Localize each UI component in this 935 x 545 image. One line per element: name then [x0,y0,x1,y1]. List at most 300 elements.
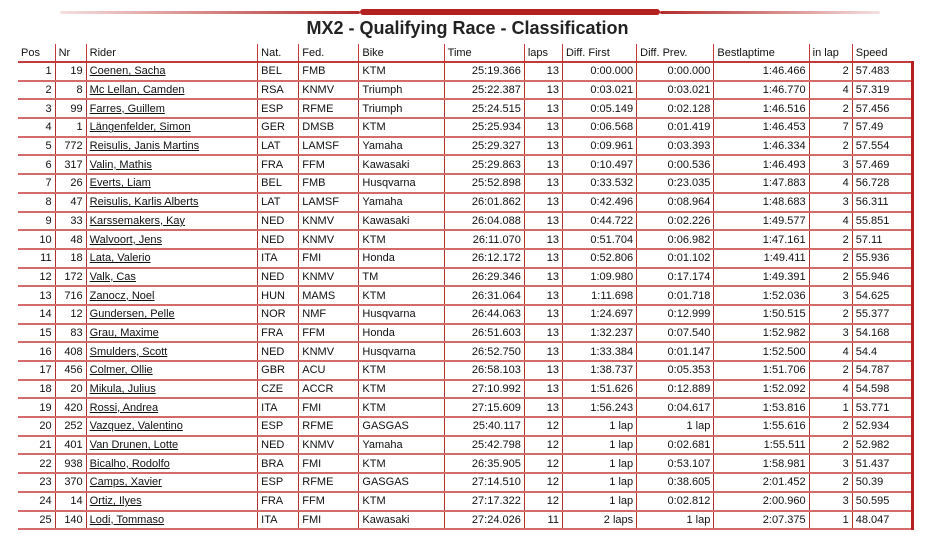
table-row [18,380,913,399]
column-header-fed[interactable]: Fed. [299,44,359,62]
cell-speed: 50.39 [852,473,912,492]
cell-nat: BEL [258,62,299,81]
cell-time: 26:04.088 [444,212,524,231]
cell-fed: KNMV [299,436,359,455]
cell-speed: 54.625 [852,286,912,305]
table-row [18,174,913,193]
cell-rider[interactable]: Mc Lellan, Camden [86,81,257,100]
cell-in-lap: 4 [809,81,852,100]
cell-pos: 5 [18,137,55,156]
cell-laps: 13 [524,380,562,399]
table-row [18,492,913,511]
cell-diff-first: 0:52.806 [562,249,636,268]
cell-time: 27:17.322 [444,492,524,511]
cell-rider[interactable]: Mikula, Julius [86,380,257,399]
cell-nat: NED [258,268,299,287]
cell-diff-first: 1:38.737 [562,361,636,380]
cell-pos: 20 [18,417,55,436]
cell-fed: DMSB [299,118,359,137]
cell-speed: 54.598 [852,380,912,399]
cell-in-lap: 4 [809,380,852,399]
cell-speed: 50.595 [852,492,912,511]
cell-in-lap: 3 [809,286,852,305]
cell-bike: KTM [359,380,444,399]
cell-fed: LAMSF [299,193,359,212]
cell-laps: 12 [524,473,562,492]
table-row [18,473,913,492]
cell-bike: Yamaha [359,193,444,212]
cell-diff-first: 0:33.532 [562,174,636,193]
cell-fed: FMB [299,62,359,81]
cell-bestlaptime: 1:52.500 [714,342,809,361]
cell-bestlaptime: 1:46.516 [714,99,809,118]
cell-nat: HUN [258,286,299,305]
cell-in-lap: 3 [809,492,852,511]
cell-diff-prev: 1 lap [637,417,714,436]
cell-nr: 83 [55,324,86,343]
cell-time: 27:10.992 [444,380,524,399]
cell-pos: 2 [18,81,55,100]
cell-rider[interactable]: Rossi, Andrea [86,398,257,417]
column-header-diff-prev[interactable]: Diff. Prev. [637,44,714,62]
cell-laps: 13 [524,212,562,231]
cell-nat: LAT [258,193,299,212]
cell-in-lap: 3 [809,324,852,343]
cell-in-lap: 2 [809,436,852,455]
cell-laps: 12 [524,454,562,473]
table-row [18,81,913,100]
cell-nr: 1 [55,118,86,137]
cell-bike: TM [359,268,444,287]
cell-nat: FRA [258,155,299,174]
header-decoration-bar [60,9,880,15]
cell-speed: 57.456 [852,99,912,118]
cell-fed: FMI [299,398,359,417]
cell-pos: 7 [18,174,55,193]
cell-pos: 1 [18,62,55,81]
column-header-rider[interactable]: Rider [86,44,257,62]
cell-pos: 3 [18,99,55,118]
cell-speed: 55.377 [852,305,912,324]
cell-in-lap: 1 [809,511,852,530]
cell-bike: GASGAS [359,473,444,492]
cell-diff-prev: 0:01.147 [637,342,714,361]
cell-nr: 20 [55,380,86,399]
cell-nr: 48 [55,230,86,249]
cell-nat: ESP [258,417,299,436]
cell-time: 25:42.798 [444,436,524,455]
cell-nat: NED [258,342,299,361]
cell-rider[interactable]: Walvoort, Jens [86,230,257,249]
cell-time: 25:22.387 [444,81,524,100]
cell-nr: 408 [55,342,86,361]
cell-in-lap: 2 [809,62,852,81]
cell-diff-prev: 0:00.536 [637,155,714,174]
table-row [18,305,913,324]
cell-rider[interactable]: Valin, Mathis [86,155,257,174]
cell-diff-prev: 0:04.617 [637,398,714,417]
table-row [18,286,913,305]
cell-nr: 252 [55,417,86,436]
cell-rider[interactable]: Gundersen, Pelle [86,305,257,324]
cell-bike: Husqvarna [359,305,444,324]
cell-nat: ESP [258,473,299,492]
table-row [18,155,913,174]
table-row [18,511,913,530]
cell-time: 27:14.510 [444,473,524,492]
cell-nr: 456 [55,361,86,380]
cell-laps: 13 [524,118,562,137]
cell-in-lap: 3 [809,454,852,473]
cell-fed: FFM [299,492,359,511]
cell-diff-first: 0:44.722 [562,212,636,231]
cell-diff-first: 1:11.698 [562,286,636,305]
cell-diff-prev: 1 lap [637,511,714,530]
cell-rider[interactable]: Farres, Guillem [86,99,257,118]
cell-fed: KNMV [299,342,359,361]
column-header-nat[interactable]: Nat. [258,44,299,62]
cell-diff-prev: 0:17.174 [637,268,714,287]
table-row [18,361,913,380]
cell-rider[interactable]: Vazquez, Valentino [86,417,257,436]
cell-in-lap: 2 [809,137,852,156]
cell-diff-first: 2 laps [562,511,636,530]
cell-nr: 772 [55,137,86,156]
cell-diff-prev: 0:53.107 [637,454,714,473]
cell-time: 26:58.103 [444,361,524,380]
cell-laps: 12 [524,417,562,436]
cell-in-lap: 3 [809,193,852,212]
cell-pos: 15 [18,324,55,343]
cell-time: 26:44.063 [444,305,524,324]
cell-nat: LAT [258,137,299,156]
cell-laps: 13 [524,361,562,380]
cell-rider[interactable]: Everts, Liam [86,174,257,193]
cell-laps: 13 [524,342,562,361]
cell-bike: Husqvarna [359,342,444,361]
cell-laps: 13 [524,155,562,174]
cell-pos: 6 [18,155,55,174]
table-row [18,212,913,231]
cell-diff-prev: 0:38.605 [637,473,714,492]
cell-bike: KTM [359,118,444,137]
cell-fed: NMF [299,305,359,324]
cell-time: 26:11.070 [444,230,524,249]
cell-laps: 13 [524,268,562,287]
cell-in-lap: 2 [809,249,852,268]
cell-diff-first: 1 lap [562,492,636,511]
column-header-laps[interactable]: laps [524,44,562,62]
cell-fed: ACCR [299,380,359,399]
cell-bike: KTM [359,286,444,305]
cell-diff-prev: 0:01.102 [637,249,714,268]
cell-bike: Husqvarna [359,174,444,193]
cell-speed: 56.728 [852,174,912,193]
cell-nat: NOR [258,305,299,324]
cell-nr: 172 [55,268,86,287]
column-header-bike[interactable]: Bike [359,44,444,62]
cell-bestlaptime: 1:46.493 [714,155,809,174]
cell-rider[interactable]: Karssemakers, Kay [86,212,257,231]
cell-pos: 19 [18,398,55,417]
cell-diff-prev: 0:01.419 [637,118,714,137]
cell-rider[interactable]: Van Drunen, Lotte [86,436,257,455]
cell-bike: Yamaha [359,137,444,156]
cell-pos: 25 [18,511,55,530]
cell-nat: GBR [258,361,299,380]
cell-laps: 13 [524,193,562,212]
cell-time: 25:52.898 [444,174,524,193]
cell-nr: 401 [55,436,86,455]
cell-fed: RFME [299,99,359,118]
cell-laps: 13 [524,99,562,118]
cell-nr: 18 [55,249,86,268]
cell-time: 26:52.750 [444,342,524,361]
cell-speed: 52.982 [852,436,912,455]
cell-bestlaptime: 1:46.770 [714,81,809,100]
cell-speed: 54.787 [852,361,912,380]
cell-in-lap: 3 [809,155,852,174]
cell-time: 26:29.346 [444,268,524,287]
cell-in-lap: 4 [809,342,852,361]
header-bar-right [660,11,880,14]
cell-in-lap: 7 [809,118,852,137]
cell-pos: 9 [18,212,55,231]
cell-pos: 10 [18,230,55,249]
cell-laps: 13 [524,174,562,193]
cell-laps: 13 [524,398,562,417]
cell-pos: 12 [18,268,55,287]
cell-nat: NED [258,230,299,249]
cell-rider[interactable]: Camps, Xavier [86,473,257,492]
cell-in-lap: 2 [809,99,852,118]
cell-nr: 47 [55,193,86,212]
cell-nat: CZE [258,380,299,399]
cell-bestlaptime: 1:47.161 [714,230,809,249]
cell-diff-first: 0:00.000 [562,62,636,81]
column-header-nr[interactable]: Nr [55,44,86,62]
cell-time: 25:24.515 [444,99,524,118]
cell-bike: Honda [359,324,444,343]
cell-time: 27:24.026 [444,511,524,530]
cell-speed: 55.936 [852,249,912,268]
cell-rider[interactable]: Zanocz, Noel [86,286,257,305]
cell-nr: 317 [55,155,86,174]
cell-bike: KTM [359,361,444,380]
cell-nat: ITA [258,511,299,530]
cell-speed: 51.437 [852,454,912,473]
cell-bestlaptime: 1:46.466 [714,62,809,81]
table-row [18,249,913,268]
cell-rider[interactable]: Ortiz, Ilyes [86,492,257,511]
cell-rider[interactable]: Reisulis, Janis Martins [86,137,257,156]
column-header-time[interactable]: Time [444,44,524,62]
cell-rider[interactable]: Valk, Cas [86,268,257,287]
cell-diff-prev: 0:12.889 [637,380,714,399]
page-title: MX2 - Qualifying Race - Classification [306,18,629,38]
column-header-bestlaptime[interactable]: Bestlaptime [714,44,809,62]
cell-bike: Yamaha [359,436,444,455]
cell-nat: RSA [258,81,299,100]
cell-in-lap: 4 [809,212,852,231]
cell-nat: FRA [258,324,299,343]
cell-diff-prev: 0:12.999 [637,305,714,324]
cell-laps: 12 [524,436,562,455]
cell-bike: Kawasaki [359,155,444,174]
cell-diff-first: 1:33.384 [562,342,636,361]
cell-fed: RFME [299,417,359,436]
cell-rider[interactable]: Grau, Maxime [86,324,257,343]
cell-bestlaptime: 1:51.706 [714,361,809,380]
cell-laps: 13 [524,62,562,81]
cell-laps: 13 [524,286,562,305]
cell-speed: 55.851 [852,212,912,231]
cell-diff-prev: 0:07.540 [637,324,714,343]
cell-time: 25:29.863 [444,155,524,174]
cell-bike: KTM [359,62,444,81]
header-bar-center [360,9,660,15]
cell-in-lap: 4 [809,174,852,193]
cell-bike: Honda [359,249,444,268]
cell-nr: 140 [55,511,86,530]
cell-fed: ACU [299,361,359,380]
table-row [18,62,913,81]
cell-in-lap: 2 [809,473,852,492]
cell-diff-prev: 0:02.226 [637,212,714,231]
cell-laps: 12 [524,492,562,511]
cell-nr: 370 [55,473,86,492]
cell-rider[interactable]: Smulders, Scott [86,342,257,361]
cell-speed: 55.946 [852,268,912,287]
cell-bestlaptime: 1:58.981 [714,454,809,473]
cell-time: 26:31.064 [444,286,524,305]
cell-bestlaptime: 1:46.334 [714,137,809,156]
cell-laps: 13 [524,305,562,324]
cell-diff-prev: 0:02.128 [637,99,714,118]
cell-fed: FMI [299,511,359,530]
cell-diff-prev: 0:23.035 [637,174,714,193]
cell-time: 26:01.862 [444,193,524,212]
cell-diff-prev: 0:02.812 [637,492,714,511]
cell-speed: 57.469 [852,155,912,174]
cell-fed: KNMV [299,212,359,231]
cell-speed: 56.311 [852,193,912,212]
cell-nat: ESP [258,99,299,118]
cell-rider[interactable]: Lodi, Tommaso [86,511,257,530]
cell-bike: Kawasaki [359,511,444,530]
cell-rider[interactable]: Lata, Valerio [86,249,257,268]
cell-in-lap: 2 [809,305,852,324]
cell-laps: 11 [524,511,562,530]
table-row [18,417,913,436]
cell-fed: KNMV [299,268,359,287]
cell-rider[interactable]: Längenfelder, Simon [86,118,257,137]
cell-rider[interactable]: Colmer, Ollie [86,361,257,380]
column-header-in-lap[interactable]: in lap [809,44,852,62]
cell-bike: Triumph [359,81,444,100]
cell-bike: KTM [359,230,444,249]
cell-diff-first: 1 lap [562,417,636,436]
cell-pos: 21 [18,436,55,455]
cell-speed: 54.4 [852,342,912,361]
cell-bike: GASGAS [359,417,444,436]
cell-nat: FRA [258,492,299,511]
cell-diff-first: 1:09.980 [562,268,636,287]
cell-diff-first: 1:56.243 [562,398,636,417]
cell-nr: 14 [55,492,86,511]
cell-time: 25:19.366 [444,62,524,81]
cell-bestlaptime: 1:52.092 [714,380,809,399]
column-header-pos[interactable]: Pos [18,44,55,62]
cell-bestlaptime: 1:49.411 [714,249,809,268]
cell-pos: 18 [18,380,55,399]
cell-fed: KNMV [299,81,359,100]
cell-speed: 53.771 [852,398,912,417]
cell-nat: BRA [258,454,299,473]
cell-pos: 22 [18,454,55,473]
cell-bestlaptime: 1:47.883 [714,174,809,193]
cell-diff-prev: 0:06.982 [637,230,714,249]
cell-pos: 14 [18,305,55,324]
cell-diff-first: 1 lap [562,473,636,492]
cell-time: 25:29.327 [444,137,524,156]
cell-speed: 57.11 [852,230,912,249]
column-header-diff-first[interactable]: Diff. First [562,44,636,62]
cell-fed: FMI [299,249,359,268]
cell-nr: 420 [55,398,86,417]
cell-nat: NED [258,212,299,231]
cell-in-lap: 2 [809,268,852,287]
column-header-speed[interactable]: Speed [852,44,912,62]
cell-fed: FMB [299,174,359,193]
cell-bestlaptime: 1:52.982 [714,324,809,343]
cell-fed: RFME [299,473,359,492]
cell-bestlaptime: 1:50.515 [714,305,809,324]
table-row [18,324,913,343]
cell-bike: KTM [359,398,444,417]
cell-laps: 13 [524,324,562,343]
cell-pos: 24 [18,492,55,511]
table-row [18,268,913,287]
cell-bestlaptime: 2:07.375 [714,511,809,530]
cell-rider[interactable]: Bicalho, Rodolfo [86,454,257,473]
cell-bike: KTM [359,454,444,473]
cell-nat: ITA [258,398,299,417]
cell-diff-first: 1:32.237 [562,324,636,343]
cell-pos: 23 [18,473,55,492]
cell-pos: 16 [18,342,55,361]
cell-laps: 13 [524,230,562,249]
cell-rider[interactable]: Reisulis, Karlis Alberts [86,193,257,212]
cell-laps: 13 [524,137,562,156]
cell-bestlaptime: 1:46.453 [714,118,809,137]
table-row [18,436,913,455]
cell-nr: 99 [55,99,86,118]
cell-diff-first: 0:05.149 [562,99,636,118]
cell-pos: 13 [18,286,55,305]
cell-diff-first: 1:24.697 [562,305,636,324]
cell-pos: 8 [18,193,55,212]
cell-rider[interactable]: Coenen, Sacha [86,62,257,81]
cell-diff-first: 0:51.704 [562,230,636,249]
table-row [18,342,913,361]
table-header-row [18,44,913,62]
cell-bestlaptime: 1:55.616 [714,417,809,436]
cell-fed: FMI [299,454,359,473]
cell-diff-first: 0:10.497 [562,155,636,174]
cell-in-lap: 1 [809,398,852,417]
cell-pos: 11 [18,249,55,268]
